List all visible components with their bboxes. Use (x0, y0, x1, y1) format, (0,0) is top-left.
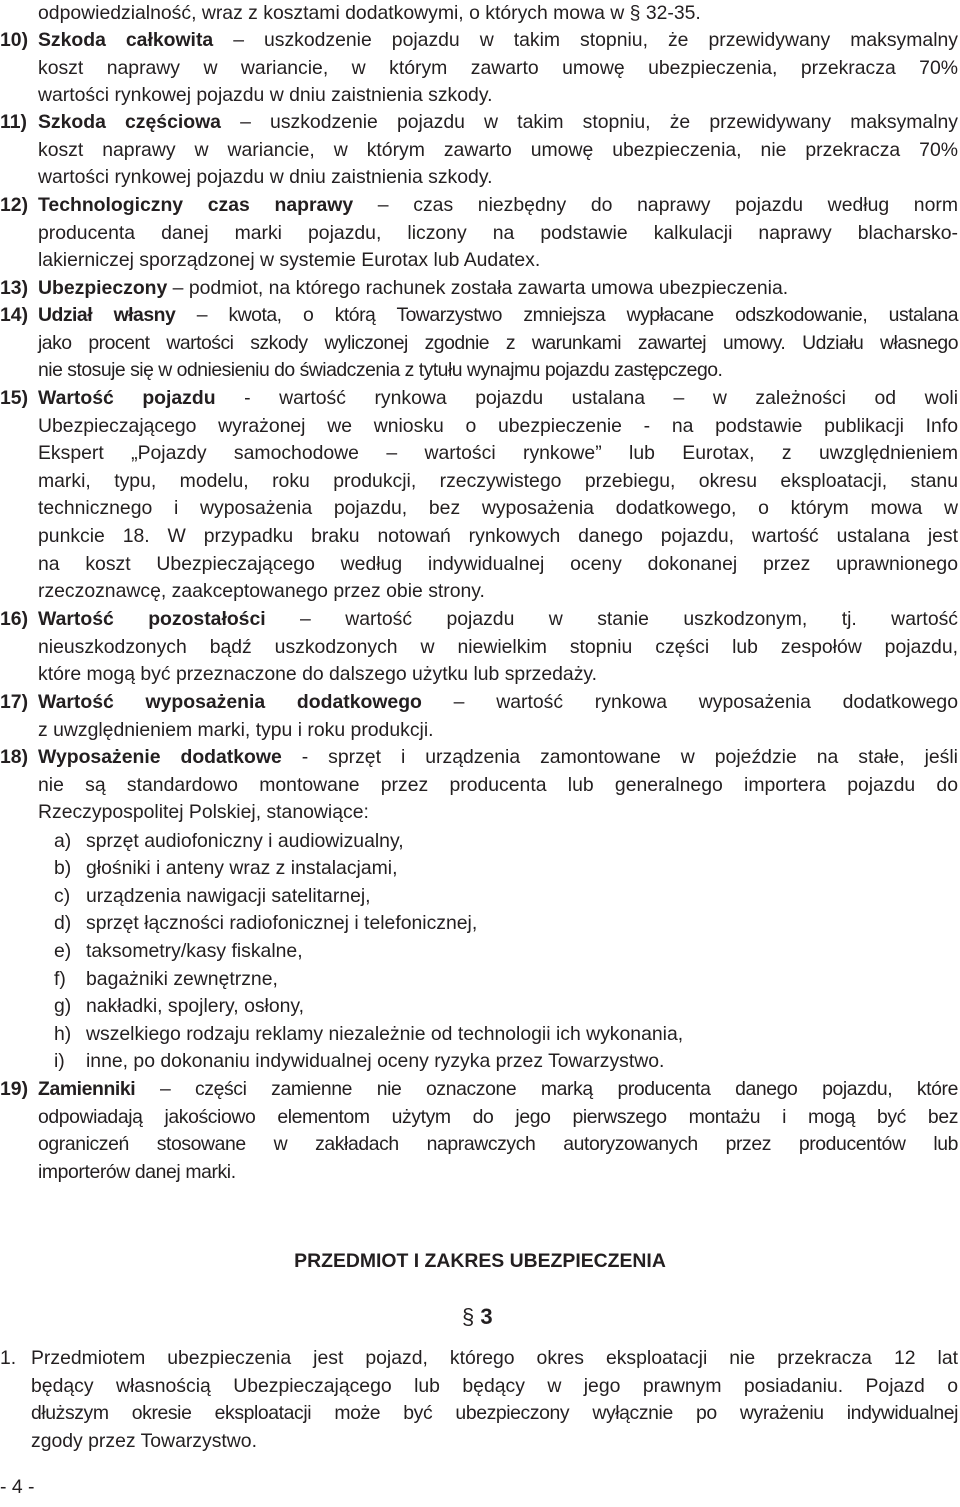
definition-line: – wartość rynkowa wyposażenia dodatkowego (421, 691, 958, 713)
definition-line: koszt naprawy w wariancie, w którym zawarto umowę ubezpieczenia, przekracza 70% (38, 56, 958, 79)
definition-18 (0, 744, 958, 827)
definition-10 (0, 27, 958, 110)
definition-term: Wartość pozostałości (38, 608, 266, 630)
top-line (0, 0, 958, 28)
definition-line: producenta danej marki pojazdu, liczony na podstawie kalkulacji naprawy blacharsko- (38, 221, 958, 244)
definition-number: 19) (0, 1078, 29, 1100)
list-text: sprzęt łączności radiofonicznej i telefonicznej, (86, 912, 478, 934)
definition-line: które mogą być przeznaczone do dalszego użytku lub sprzedaży. (38, 663, 598, 686)
list-item (54, 993, 304, 1021)
point-line: zgody przez Towarzystwo. (31, 1429, 257, 1452)
definition-term: Wyposażenie dodatkowe (38, 746, 282, 768)
definition-term: Szkoda całkowita (38, 29, 214, 51)
point-number: 1. (0, 1347, 17, 1369)
list-item (54, 828, 404, 856)
list-letter: g) (54, 995, 72, 1017)
definition-13 (0, 275, 958, 303)
list-letter: h) (54, 1023, 72, 1045)
list-text: inne, po dokonaniu indywidualnej oceny ryzyka przez Towarzystwo. (86, 1050, 665, 1072)
list-letter: d) (54, 912, 72, 934)
top-line-text: odpowiedzialność, wraz z kosztami dodatkowymi, o których mowa w § 32-35. (38, 2, 701, 24)
definition-line: Ubezpieczającego wyrażonej we wniosku o ubezpieczenie - na podstawie publikacji Info (38, 414, 958, 437)
definition-line: marki, typu, modelu, roku produkcji, rzeczywistego przebiegu, okresu eksploatacji, stanu (38, 469, 958, 492)
definition-term: Technologiczny czas naprawy (38, 194, 354, 216)
definition-15 (0, 385, 958, 606)
definition-line: odpowiadają jakościowo elementom użytym do jego pierwszego montażu i mogą być bez (38, 1105, 958, 1128)
list-text: bagażniki zewnętrzne, (86, 968, 278, 990)
definition-line: lakierniczej sporządzonej w systemie Eurotax lub Audatex. (38, 249, 541, 272)
definition-number: 11) (0, 111, 27, 133)
list-letter: i) (54, 1050, 65, 1072)
definition-11 (0, 109, 958, 192)
definition-term: Wartość wyposażenia dodatkowego (38, 691, 422, 713)
definition-16 (0, 606, 958, 689)
list-letter: f) (54, 968, 66, 990)
list-item (54, 938, 303, 966)
definition-number: 15) (0, 387, 29, 409)
definition-line: z uwzględnieniem marki, typu i roku produkcji. (38, 718, 434, 741)
definition-number: 10) (0, 29, 29, 51)
definition-line: – podmiot, na którego rachunek została zawarta umowa ubezpieczenia. (167, 277, 789, 299)
definition-number: 16) (0, 608, 29, 630)
definition-line: - sprzęt i urządzenia zamontowane w pojeździe na stałe, jeśli (281, 746, 958, 768)
definition-line: – uszkodzenie pojazdu w takim stopniu, że przewidywany maksymalny (220, 111, 958, 133)
list-item (54, 855, 397, 883)
point-1 (0, 1345, 958, 1455)
definition-line: technicznego i wyposażenia pojazdu, bez wyposażenia dodatkowego, o którym mowa w (38, 497, 958, 520)
definition-term: Szkoda częściowa (38, 111, 221, 133)
section-number: 3 (480, 1304, 493, 1329)
definition-line: jako procent wartości szkody wyliczonej zgodnie z warunkami zawartej umowy. Udziału własnego (38, 331, 958, 354)
definition-line: wartości rynkowej pojazdu w dniu zaistnienia szkody. (38, 84, 493, 107)
definition-term: Wartość pojazdu (38, 387, 216, 409)
list-text: wszelkiego rodzaju reklamy niezależnie od technologii ich wykonania, (86, 1023, 684, 1045)
definition-line: nieuszkodzonych bądź uszkodzonych w niewielkim stopniu części lub zespołów pojazdu, (38, 635, 958, 658)
definition-line: - wartość rynkowa pojazdu ustalana – w zależności od woli (215, 387, 958, 409)
definition-line: – uszkodzenie pojazdu w takim stopniu, że przewidywany maksymalny (213, 29, 958, 51)
definition-term: Zamienniki (38, 1078, 136, 1100)
list-item (54, 1048, 664, 1076)
definition-line: nie są standardowo montowane przez producenta lub generalnego importera pojazdu do (38, 773, 958, 796)
point-line: będący własnością Ubezpieczającego lub będący w jego prawnym posiadaniu. Pojazd o (31, 1374, 958, 1397)
list-text: sprzęt audiofoniczny i audiowizualny, (86, 830, 404, 852)
definition-line: ograniczeń stosowane w zakładach naprawczych autoryzowanych przez producentów lub (38, 1133, 958, 1156)
definition-line: koszt naprawy w wariancie, w którym zawarto umowę ubezpieczenia, nie przekracza 70% (38, 138, 958, 161)
definition-line: rzeczoznawcę, zaakceptowanego przez obie strony. (38, 580, 485, 603)
definition-term: Ubezpieczony (38, 277, 168, 299)
list-text: głośniki i anteny wraz z instalacjami, (86, 857, 398, 879)
list-item (54, 966, 278, 994)
definition-14 (0, 302, 958, 385)
definition-line: importerów danej marki. (38, 1160, 236, 1183)
definition-number: 18) (0, 746, 29, 768)
section-heading: PRZEDMIOT I ZAKRES UBEZPIECZENIA (294, 1250, 666, 1272)
definition-line: wartości rynkowej pojazdu w dniu zaistnienia szkody. (38, 166, 493, 189)
definition-line: na koszt Ubezpieczającego według indywidualnej oceny dokonanej przez uprawnionego (38, 552, 958, 575)
list-letter: e) (54, 940, 72, 962)
page-number: - 4 - (0, 1476, 35, 1498)
list-item (54, 1021, 683, 1049)
section-symbol: § (462, 1304, 475, 1329)
definition-line: – kwota, o którą Towarzystwo zmniejsza wypłacane odszkodowanie, ustalana (175, 304, 958, 326)
section-marker (462, 1304, 493, 1330)
definition-line: punkcie 18. W przypadku braku notowań rynkowych danego pojazdu, wartość ustalana jest (38, 524, 958, 547)
definition-number: 12) (0, 194, 29, 216)
list-item (54, 883, 371, 911)
point-line: dłuższym okresie eksploatacji może być ubezpieczony wyłącznie po wyrażeniu indywidualnej (31, 1402, 958, 1425)
list-letter: a) (54, 830, 72, 852)
definition-line: Ekspert „Pojazdy samochodowe – wartości rynkowe” lub Eurotax, z uwzględnieniem (38, 442, 958, 465)
definition-19 (0, 1076, 958, 1186)
list-text: nakładki, spojlery, osłony, (86, 995, 305, 1017)
definition-term: Udział własny (38, 304, 176, 326)
list-letter: b) (54, 857, 72, 879)
definition-line: – czas niezbędny do naprawy pojazdu według norm (353, 194, 958, 216)
list-letter: c) (54, 885, 71, 907)
definition-number: 17) (0, 691, 29, 713)
definition-line: – części zamienne nie oznaczone marką producenta danego pojazdu, które (135, 1078, 958, 1100)
definition-number: 13) (0, 277, 29, 299)
definition-line: Rzeczypospolitej Polskiej, stanowiące: (38, 801, 369, 824)
point-line: Przedmiotem ubezpieczenia jest pojazd, którego okres eksploatacji nie przekracza 12 lat (31, 1347, 958, 1369)
definition-number: 14) (0, 304, 29, 326)
definition-line: nie stosuje się w odniesieniu do świadczenia z tytułu wynajmu pojazdu zastępczego. (38, 359, 723, 382)
definition-17 (0, 689, 958, 744)
definition-line: – wartość pojazdu w stanie uszkodzonym, tj. wartość (265, 608, 958, 630)
list-text: urządzenia nawigacji satelitarnej, (86, 885, 371, 907)
list-text: taksometry/kasy fiskalne, (86, 940, 303, 962)
definition-12 (0, 192, 958, 275)
list-item (54, 910, 477, 938)
